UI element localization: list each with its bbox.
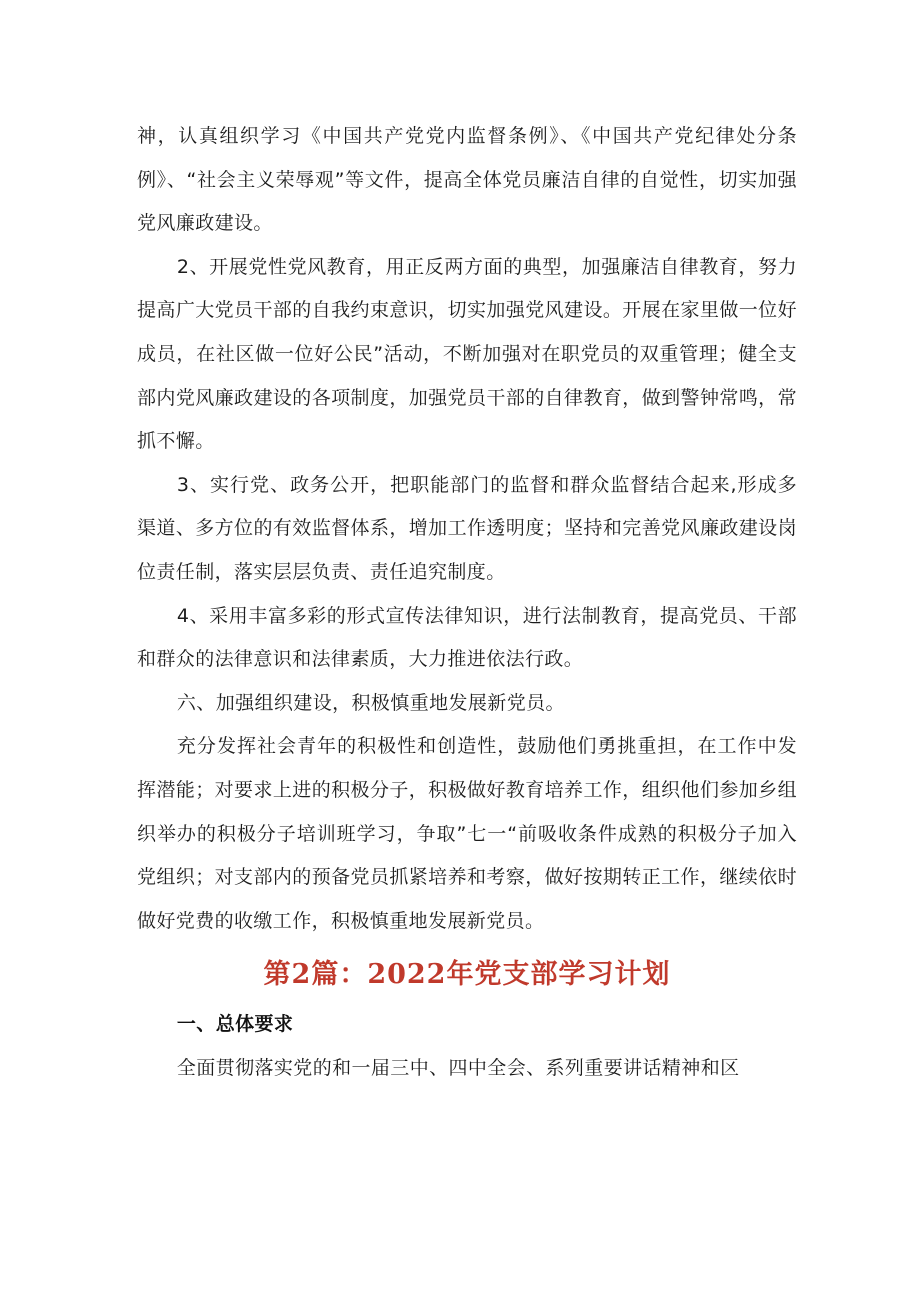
section-six-heading: 六、加强组织建设，积极慎重地发展新党员。 bbox=[176, 691, 565, 714]
document-body bbox=[137, 115, 797, 1090]
paragraph-item-2: 2、开展党性党风教育，用正反两方面的典型，加强廉洁自律教育，努力提高广大党员干部的自我约束意识，切实加强党风建设。开展在家里做一位好成员，在社区做一位好公民”活动，不断加强对在职党员的双重管理；健全支部内党风廉政建设的各项制度，加强党员干部的自律教育，做到警钟常鸣，常抓不懈。 bbox=[137, 255, 797, 453]
overall-requirements-heading: 一、总体要求 bbox=[176, 1013, 294, 1036]
paragraph-continued: 神，认真组织学习《中国共产党党内监督条例》、《中国共产党纪律处分条例》、“社会主义荣辱观”等文件，提高全体党员廉洁自律的自觉性，切实加强党风廉政建设。 bbox=[137, 125, 797, 235]
overall-requirements-paragraph: 全面贯彻落实党的和一届三中、四中全会、系列重要讲话精神和区 bbox=[176, 1056, 740, 1079]
paragraph-item-4: 4、采用丰富多彩的形式宣传法律知识，进行法制教育，提高党员、干部和群众的法律意识和法律素质，大力推进依法行政。 bbox=[137, 604, 797, 671]
section-title: 第2篇：2022年党支部学习计划 bbox=[263, 959, 671, 991]
paragraph-section-six-body: 充分发挥社会青年的积极性和创造性，鼓励他们勇挑重担，在工作中发挥潜能；对要求上进的积极分子，积极做好教育培养工作，组织他们参加乡组织举办的积极分子培训班学习，争取”七一“前吸收条件成熟的积极分子加入党组织；对支部内的预备党员抓紧培养和考察，做好按期转正工作，继续依时做好党费的收缴工作，积极慎重地发展新党员。 bbox=[137, 735, 797, 932]
paragraph-item-3: 3、实行党、政务公开，把职能部门的监督和群众监督结合起来,形成多渠道、多方位的有效监督体系，增加工作透明度；坚持和完善党风廉政建设岗位责任制，落实层层负责、责任追究制度。 bbox=[137, 473, 797, 583]
